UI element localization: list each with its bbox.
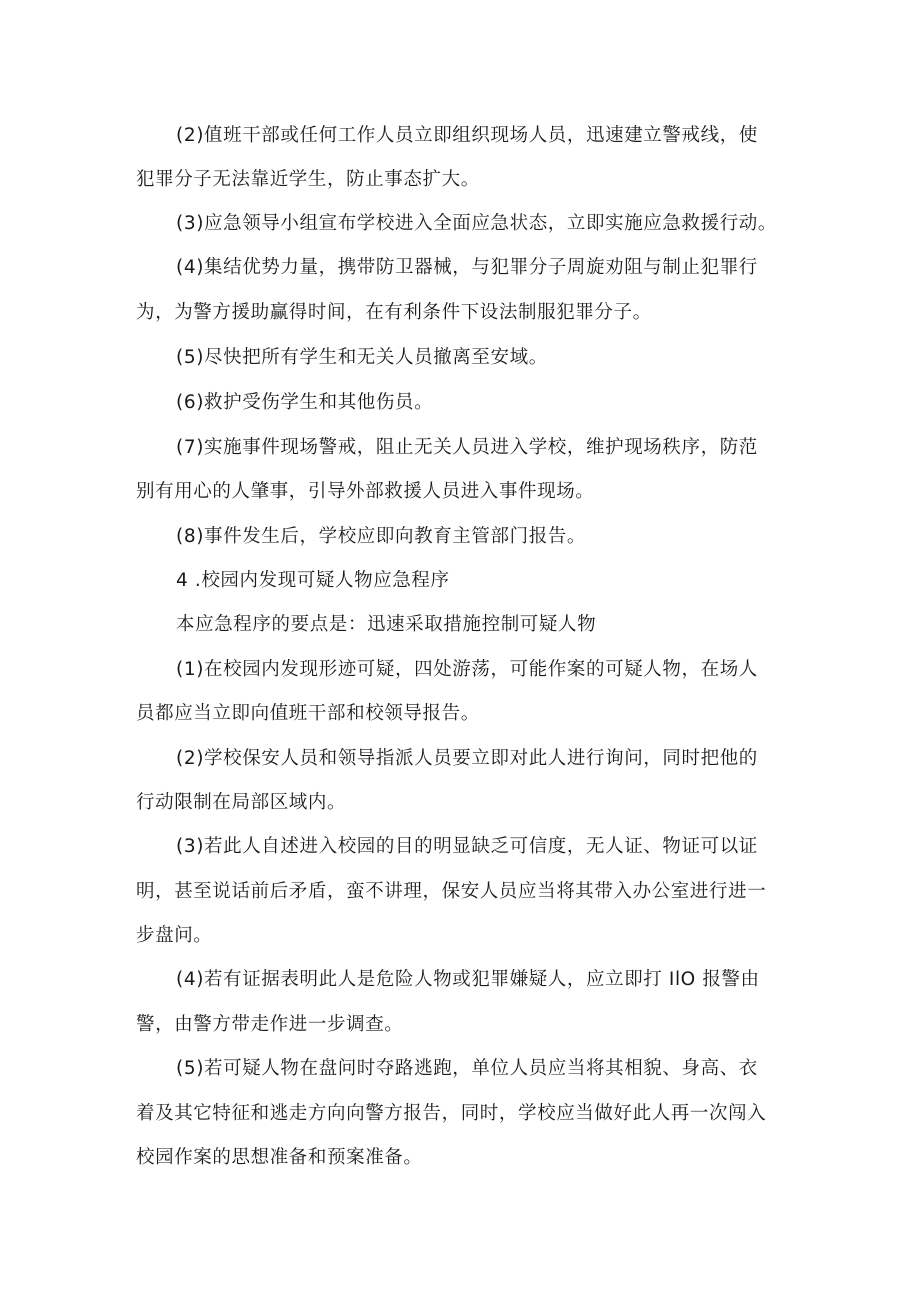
paragraph-line: 员都应当立即向值班干部和校领导报告。 <box>136 703 480 724</box>
paragraph-line: (5)尽快把所有学生和无关人员撤离至安域。 <box>176 347 548 368</box>
paragraph-line: (2)值班干部或任何工作人员立即组织现场人员，迅速建立警戒线，使 <box>176 125 758 146</box>
paragraph-line: (6)救护受伤学生和其他伤员。 <box>176 392 434 413</box>
section-heading: 4 .校园内发现可疑人物应急程序 <box>176 570 450 591</box>
paragraph-line: 别有用心的人肇事，引导外部救援人员进入事件现场。 <box>136 481 595 502</box>
paragraph-line: (2)学校保安人员和领导指派人员要立即对此人进行询问，同时把他的 <box>176 748 758 769</box>
paragraph-line: 为，为警方援助赢得时间，在有利条件下设法制服犯罪分子。 <box>136 302 652 323</box>
paragraph-line: 着及其它特征和逃走方向向警方报告，同时，学校应当做好此人再一次闯入 <box>136 1103 767 1124</box>
paragraph-line: 犯罪分子无法靠近学生，防止事态扩大。 <box>136 169 480 190</box>
paragraph-line: 行动限制在局部区域内。 <box>136 792 347 813</box>
paragraph-line: (8)事件发生后，学校应即向教育主管部门报告。 <box>176 526 587 547</box>
paragraph-line: (4)若有证据表明此人是危险人物或犯罪嫌疑人，应立即打 IlO 报警由 <box>176 969 760 990</box>
paragraph-line: (1)在校园内发现形迹可疑，四处游荡，可能作案的可疑人物，在场人 <box>176 659 758 680</box>
paragraph-line: 警，由警方带走作进一步调查。 <box>136 1014 404 1035</box>
paragraph-line: (4)集结优势力量，携带防卫器械，与犯罪分子周旋劝阻与制止犯罪行 <box>176 257 758 278</box>
paragraph-line: 校园作案的思想准备和预案准备。 <box>136 1147 423 1168</box>
paragraph-line: (3)若此人自述进入校园的目的明显缺乏可信度，无人证、物证可以证 <box>176 836 758 857</box>
paragraph-line: 步盘问。 <box>136 925 213 946</box>
paragraph-line: 明，甚至说话前后矛盾，蛮不讲理，保安人员应当将其带入办公室进行进一 <box>136 881 767 902</box>
paragraph-line: (7)实施事件现场警戒，阻止无关人员进入学校，维护现场秩序，防范 <box>176 437 758 458</box>
paragraph-line: (3)应急领导小组宣布学校进入全面应急状态，立即实施应急救援行动。 <box>176 213 778 234</box>
paragraph-line: 本应急程序的要点是：迅速采取措施控制可疑人物 <box>176 614 597 635</box>
paragraph-line: (5)若可疑人物在盘问时夺路逃跑，单位人员应当将其相貌、身高、衣 <box>176 1058 758 1079</box>
